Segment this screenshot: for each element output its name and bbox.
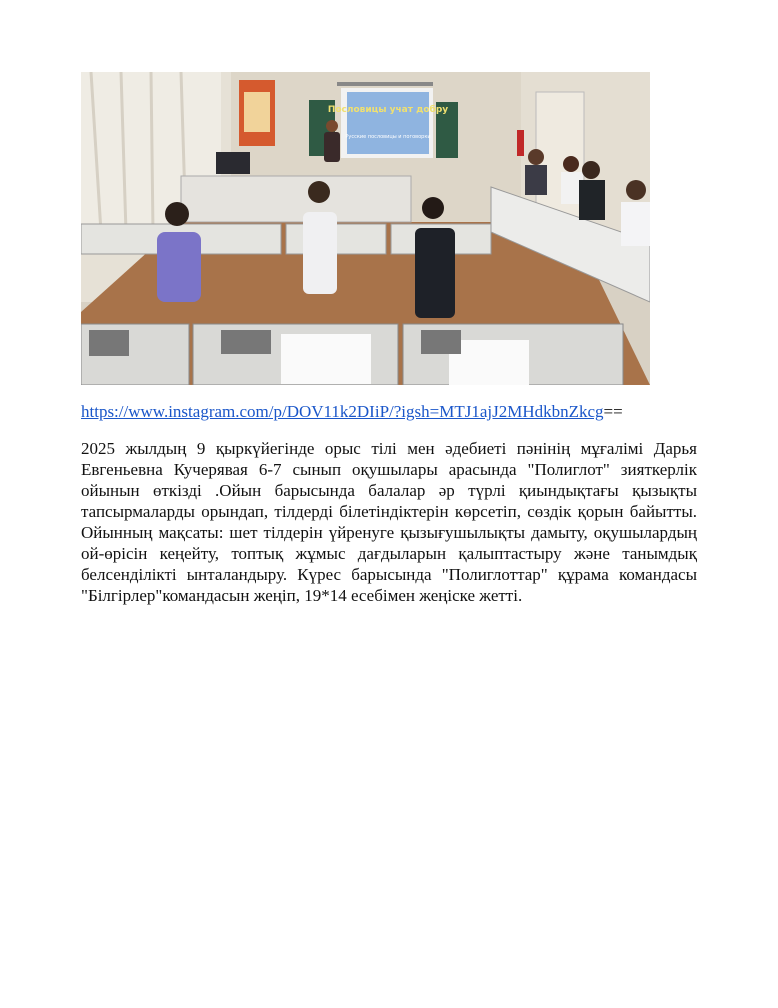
classroom-photo bbox=[81, 72, 650, 385]
link-suffix: == bbox=[603, 402, 623, 421]
instagram-link-line bbox=[81, 402, 701, 422]
screen-title: Пословицы учат добру bbox=[327, 105, 449, 115]
instagram-link[interactable]: https://www.instagram.com/p/DOV11k2DIiP/?igsh=MTJ1ajJ2MHdkbnZkcg bbox=[81, 402, 604, 421]
paragraph-text: 2025 жылдың 9 қыркүйегінде орыс тілі мен әдебиеті пәнінің мұғалімі Дарья Евгеньевна Кучерявая 6-7 сынып оқушылары арасында "Полиглот" зияткерлік ойынын өткізді .Ойын барысында балалар әр түрлі қиындықтағы қызықты тапсырмаларды орындап, тілдерді білетіндіктерін көрсетіп, сөздік қорын байытты. Ойынның мақсаты: шет тілдерін үйренуге қызығушылықты дамыту, оқушылардың ой-өрісін кеңейту, топтық жұмыс дағдыларын қалыптастыру және танымдық белсенділікті ынталандыру. Күрес барысында "Полиглоттар" құрама командасы "Білгірлер"командасын жеңіп, 19*14 есебімен жеңіске жетті. bbox=[81, 439, 697, 605]
article-paragraph bbox=[81, 438, 697, 606]
screen-subtitle: Русские пословицы и поговорки bbox=[345, 134, 431, 140]
